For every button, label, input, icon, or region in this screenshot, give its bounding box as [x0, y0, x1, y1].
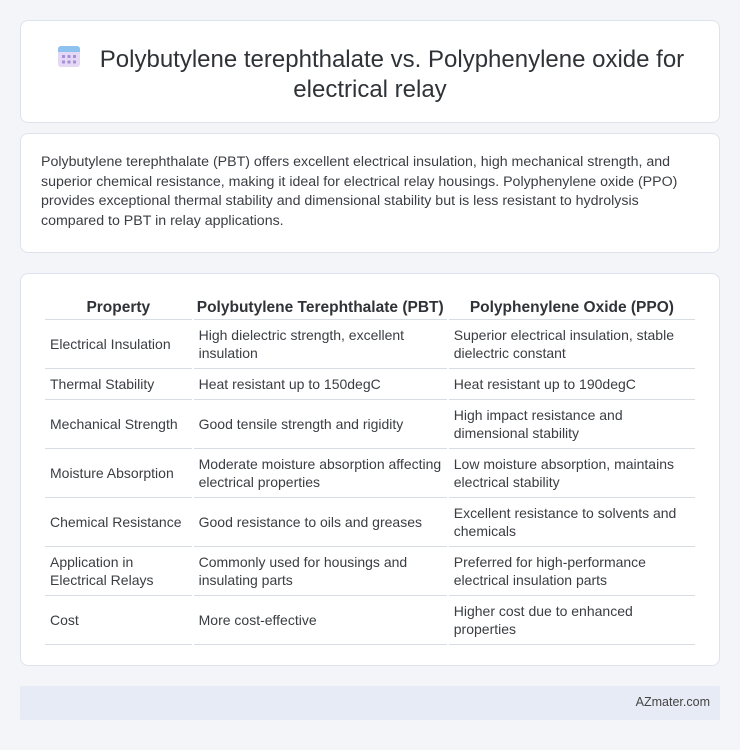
pbt-cell: Moderate moisture absorption affecting electrical properties	[194, 449, 447, 498]
header-pbt: Polybutylene Terephthalate (PBT)	[194, 294, 447, 320]
intro-paragraph: Polybutylene terephthalate (PBT) offers excellent electrical insulation, high mechanical strength, and superior chemical resistance, making it ideal for electrical relay housings. Polyphenylene oxide (PPO) provides exceptional thermal stability and dimensional stability but is less resistant to hydrolysis compared to PBT in relay applications.	[41, 154, 678, 229]
title-card	[20, 20, 720, 123]
ppo-cell: Preferred for high-performance electrical insulation parts	[449, 547, 695, 596]
comparison-card	[20, 273, 720, 666]
title-row	[21, 43, 719, 105]
property-cell: Application in Electrical Relays	[45, 547, 192, 596]
comparison-table	[43, 294, 697, 645]
pbt-cell: More cost-effective	[194, 596, 447, 645]
table-header-row	[45, 294, 695, 320]
ppo-cell: Higher cost due to enhanced properties	[449, 596, 695, 645]
pbt-cell: Good tensile strength and rigidity	[194, 400, 447, 449]
pbt-cell: Heat resistant up to 150degC	[194, 369, 447, 400]
property-cell: Mechanical Strength	[45, 400, 192, 449]
ppo-cell: Superior electrical insulation, stable dielectric constant	[449, 320, 695, 369]
ppo-cell: Excellent resistance to solvents and chemicals	[449, 498, 695, 547]
ppo-cell: Heat resistant up to 190degC	[449, 369, 695, 400]
pbt-cell: High dielectric strength, excellent insulation	[194, 320, 447, 369]
intro-card	[20, 133, 720, 253]
property-cell: Thermal Stability	[45, 369, 192, 400]
calendar-grid-icon	[56, 43, 82, 69]
table-row	[45, 320, 695, 369]
property-cell: Cost	[45, 596, 192, 645]
table-row	[45, 547, 695, 596]
table-row	[45, 400, 695, 449]
table-row	[45, 449, 695, 498]
table-row	[45, 498, 695, 547]
pbt-cell: Good resistance to oils and greases	[194, 498, 447, 547]
header-property: Property	[45, 294, 192, 320]
property-cell: Moisture Absorption	[45, 449, 192, 498]
table-row	[45, 596, 695, 645]
pbt-cell: Commonly used for housings and insulating parts	[194, 547, 447, 596]
property-cell: Chemical Resistance	[45, 498, 192, 547]
property-cell: Electrical Insulation	[45, 320, 192, 369]
footer-site-link[interactable]: AZmater.com	[635, 695, 710, 709]
footer-bar	[20, 686, 720, 720]
ppo-cell: High impact resistance and dimensional stability	[449, 400, 695, 449]
table-row	[45, 369, 695, 400]
ppo-cell: Low moisture absorption, maintains electrical stability	[449, 449, 695, 498]
header-ppo: Polyphenylene Oxide (PPO)	[449, 294, 695, 320]
page-title: Polybutylene terephthalate vs. Polyphenylene oxide for electrical relay	[99, 46, 685, 103]
